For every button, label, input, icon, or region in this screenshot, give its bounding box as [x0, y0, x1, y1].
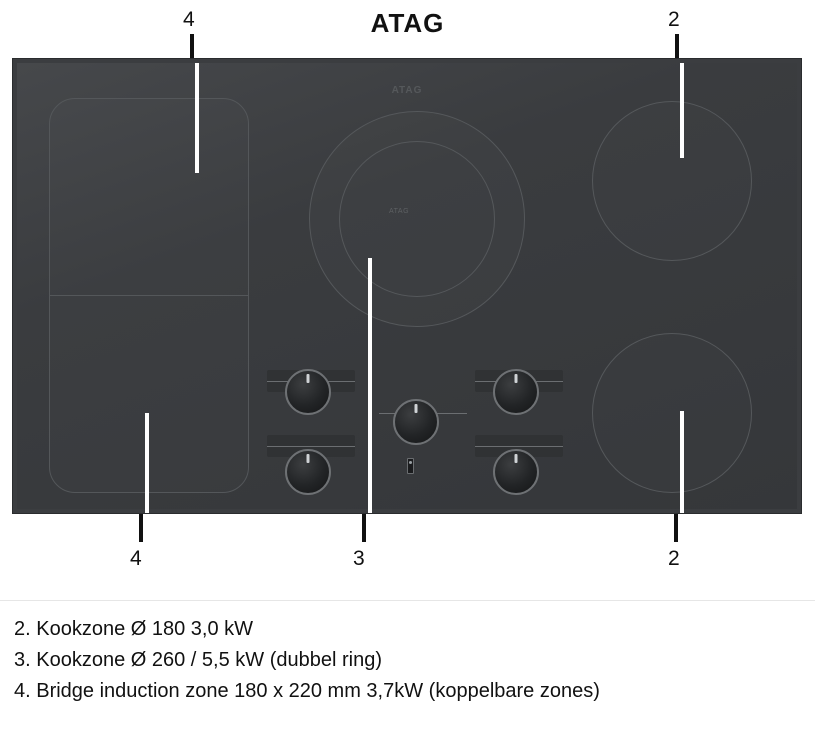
- leader-line-bottom-left-lower: [139, 514, 143, 542]
- center-zone-inner-ring: [339, 141, 495, 297]
- rear-right-cooking-zone: [592, 101, 752, 261]
- callout-number-bottom-right: 2: [668, 547, 680, 570]
- leader-line-bottom-center-lower: [362, 514, 366, 542]
- section-divider: [0, 600, 815, 601]
- knob-center[interactable]: [393, 399, 439, 445]
- knob-rear-left[interactable]: [285, 369, 331, 415]
- callout-number-top-right: 2: [668, 8, 680, 31]
- leader-line-top-left-upper: [190, 34, 194, 60]
- legend-item-4: 4. Bridge induction zone 180 x 220 mm 3,7kW (koppelbare zones): [14, 680, 600, 702]
- knob-scale-front-left: [267, 446, 355, 447]
- atag-brand-wordmark: ATAG: [370, 8, 445, 38]
- knob-scale-front-right: [475, 446, 563, 447]
- leader-line-bottom-center-inner: [368, 258, 372, 513]
- knob-front-left[interactable]: [285, 449, 331, 495]
- leader-line-top-right-upper: [675, 34, 679, 60]
- cooktop-logo: ATAG: [391, 85, 423, 96]
- leader-line-bottom-right-inner: [680, 411, 684, 513]
- center-zone-logo: ATAG: [389, 208, 410, 215]
- legend-list: [0, 604, 815, 707]
- power-indicator-dot: [409, 461, 412, 464]
- leader-line-top-left-inner: [195, 63, 199, 173]
- callout-number-top-left: 4: [183, 8, 195, 31]
- leader-line-bottom-left-inner: [145, 413, 149, 513]
- cooktop-body: [12, 58, 802, 514]
- callout-number-bottom-left: 4: [130, 547, 142, 570]
- legend-item-2: 2. Kookzone Ø 180 3,0 kW: [14, 618, 254, 640]
- knob-rear-right[interactable]: [493, 369, 539, 415]
- leader-line-top-right-inner: [680, 63, 684, 158]
- bridge-zone-divider: [49, 295, 249, 296]
- front-right-cooking-zone: [592, 333, 752, 493]
- callout-number-bottom-center: 3: [353, 547, 365, 570]
- cooktop-surface: [17, 63, 797, 509]
- knob-front-right[interactable]: [493, 449, 539, 495]
- legend-item-3: 3. Kookzone Ø 260 / 5,5 kW (dubbel ring): [14, 649, 382, 671]
- power-indicator: [407, 458, 414, 474]
- leader-line-bottom-right-lower: [674, 514, 678, 542]
